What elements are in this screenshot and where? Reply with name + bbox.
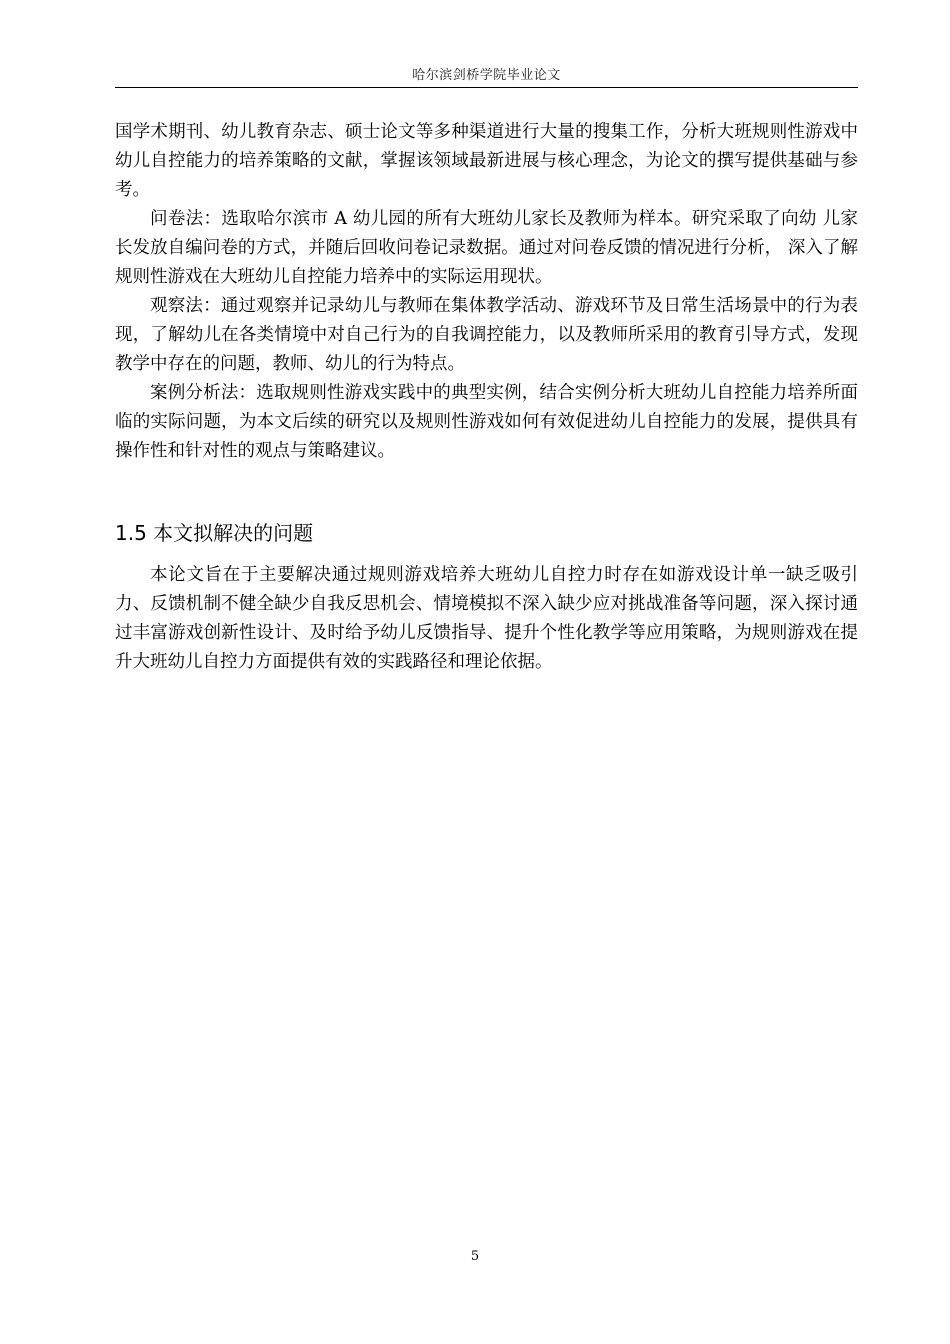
- paragraph-observation-method: 观察法：通过观察并记录幼儿与教师在集体教学活动、游戏环节及日常生活场景中的行为表现，了解幼儿在各类情境中对自己行为的自我调控能力，以及教师所采用的教育引导方式，发现教学中存在的问题，教师、幼儿的行为特点。: [115, 296, 858, 374]
- body-text-section: [115, 561, 858, 677]
- page-number: 5: [470, 1249, 480, 1264]
- paragraph-case-analysis-method: 案例分析法：选取规则性游戏实践中的典型实例，结合实例分析大班幼儿自控能力培养所面临的实际问题，为本文后续的研究以及规则性游戏如何有效促进幼儿自控能力的发展，提供具有操作性和针对性的观点与策略建议。: [115, 383, 858, 461]
- body-text-top: [115, 118, 858, 466]
- paragraph-literature-continuation: 国学术期刊、幼儿教育杂志、硕士论文等多种渠道进行大量的搜集工作，分析大班规则性游戏中幼儿自控能力的培养策略的文献，掌握该领域最新进展与核心理念，为论文的撰写提供基础与参考。: [115, 122, 858, 200]
- running-header: 哈尔滨剑桥学院毕业论文: [412, 68, 561, 83]
- header-divider: [115, 87, 858, 88]
- section-heading: 1.5 本文拟解决的问题: [115, 521, 314, 545]
- paragraph-questionnaire-method: 问卷法：选取哈尔滨市 A 幼儿园的所有大班幼儿家长及教师为样本。研究采取了向幼 儿家长发放自编问卷的方式，并随后回收问卷记录数据。通过对问卷反馈的情况进行分析， 深入了解规则性游戏在大班幼儿自控能力培养中的实际运用现状。: [115, 209, 858, 287]
- paragraph-problems-to-solve: 本论文旨在于主要解决通过规则游戏培养大班幼儿自控力时存在如游戏设计单一缺乏吸引力、反馈机制不健全缺少自我反思机会、情境模拟不深入缺少应对挑战准备等问题，深入探讨通过丰富游戏创新性设计、及时给予幼儿反馈指导、提升个性化教学等应用策略，为规则游戏在提升大班幼儿自控力方面提供有效的实践路径和理论依据。: [115, 565, 858, 672]
